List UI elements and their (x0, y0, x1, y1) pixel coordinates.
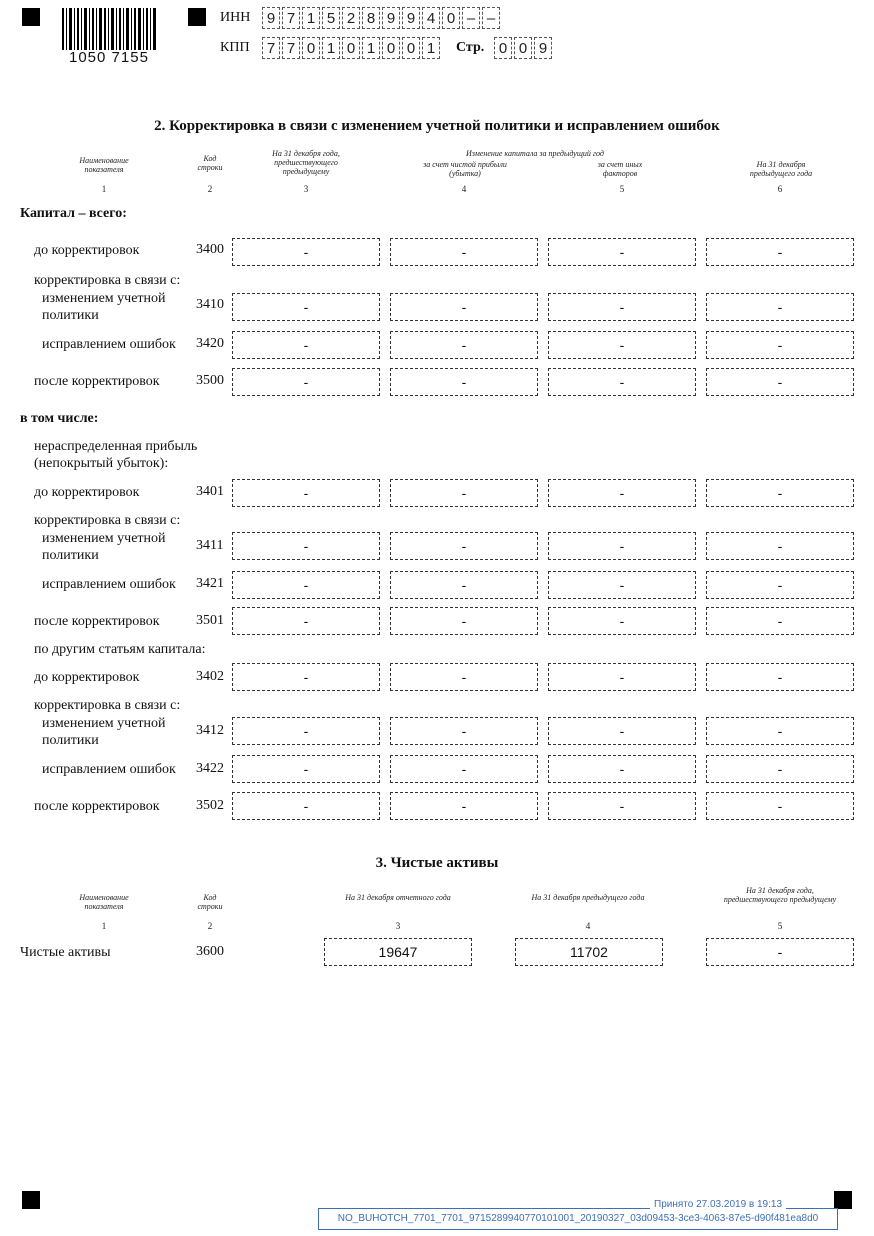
inn-cell: 7 (282, 7, 300, 29)
row-3402-code: 3402 (196, 669, 224, 684)
row-3412-label-line2: политики (42, 733, 99, 748)
inn-cell: 5 (322, 7, 340, 29)
s2-col5-header: за счет иных факторов (597, 160, 643, 178)
row-3401-label: до корректировок (34, 485, 140, 500)
s2-colnum-1: 1 (101, 184, 107, 194)
in-that-number-heading: в том числе: (20, 411, 99, 426)
cell-3502-3: - (232, 792, 380, 820)
inn-cell: 9 (402, 7, 420, 29)
s3-col3-header: На 31 декабря отчетного года (345, 893, 451, 902)
cell-3422-4: - (390, 755, 538, 783)
page-cell: 9 (534, 37, 552, 59)
inn-cell: 8 (362, 7, 380, 29)
s3-colnum-5: 5 (777, 921, 783, 931)
cell-3400-6: - (706, 238, 854, 266)
cell-3400-5: - (548, 238, 696, 266)
page-cell: 0 (514, 37, 532, 59)
cell-3421-4: - (390, 571, 538, 599)
cell-3401-5: - (548, 479, 696, 507)
kpp-cells (262, 37, 442, 59)
s2-colnum-3: 3 (303, 184, 309, 194)
kpp-cell: 1 (362, 37, 380, 59)
row-3502-label: после корректировок (34, 799, 160, 814)
row-3420-label: исправлением ошибок (42, 337, 176, 352)
cell-3402-4: - (390, 663, 538, 691)
cell-3420-6: - (706, 331, 854, 359)
page-label: Стр. (456, 40, 485, 55)
cell-3501-4: - (390, 607, 538, 635)
s2-colnum-4: 4 (461, 184, 467, 194)
row-3410-code: 3410 (196, 297, 224, 312)
row-3400-code: 3400 (196, 242, 224, 257)
section2-title: 2. Корректировка в связи с изменением учетной политики и исправлением ошибок (154, 118, 720, 134)
s2-col1-header: Наименование показателя (79, 156, 129, 174)
cell-3401-6: - (706, 479, 854, 507)
adj-header-3: корректировка в связи с: (34, 698, 181, 713)
barcode-number: 1050 7155 (69, 49, 149, 66)
inn-cell: – (462, 7, 480, 29)
cell-3422-3: - (232, 755, 380, 783)
page-cells (494, 37, 554, 59)
kpp-cell: 0 (342, 37, 360, 59)
kpp-cell: 1 (422, 37, 440, 59)
kpp-label: КПП (220, 40, 250, 55)
cell-3421-3: - (232, 571, 380, 599)
row-3502-code: 3502 (196, 798, 224, 813)
kpp-cell: 7 (282, 37, 300, 59)
s2-col6-header: На 31 декабря предыдущего года (749, 160, 813, 178)
cell-3500-4: - (390, 368, 538, 396)
corner-marker-top-mid (188, 8, 206, 26)
kpp-cell: 7 (262, 37, 280, 59)
row-3500-label: после корректировок (34, 374, 160, 389)
s3-col2-header: Код строки (197, 893, 223, 911)
kpp-cell: 0 (382, 37, 400, 59)
s2-col4-header: за счет чистой прибыли (убытка) (423, 160, 507, 178)
cell-3401-4: - (390, 479, 538, 507)
cell-3501-6: - (706, 607, 854, 635)
row-3501-code: 3501 (196, 613, 224, 628)
s3-colnum-1: 1 (101, 921, 107, 931)
row-3421-code: 3421 (196, 576, 224, 591)
corner-marker-bottom-left (22, 1191, 40, 1209)
row-3412-label-line1: изменением учетной (42, 716, 166, 731)
row-3400-label: до корректировок (34, 243, 140, 258)
net-assets-label: Чистые активы (20, 945, 111, 960)
row-3422-code: 3422 (196, 761, 224, 776)
cell-3410-6: - (706, 293, 854, 321)
acceptance-stamp-filename: NO_BUHOTCH_7701_7701_9715289940770101001_20190327_03d09453-3ce3-4063-87e5-d90f481ea8d0 (318, 1208, 838, 1230)
kpp-cell: 0 (402, 37, 420, 59)
cell-3421-6: - (706, 571, 854, 599)
section3-title: 3. Чистые активы (375, 855, 499, 871)
row-3500-code: 3500 (196, 373, 224, 388)
inn-cell: 9 (382, 7, 400, 29)
cell-3422-5: - (548, 755, 696, 783)
adj-header-2: корректировка в связи с: (34, 513, 181, 528)
row-3410-label-line1: изменением учетной (42, 291, 166, 306)
s2-colnum-5: 5 (619, 184, 625, 194)
row-3421-label: исправлением ошибок (42, 577, 176, 592)
cell-3422-6: - (706, 755, 854, 783)
row-3420-code: 3420 (196, 336, 224, 351)
cell-3410-3: - (232, 293, 380, 321)
cell-3402-3: - (232, 663, 380, 691)
cell-3400-4: - (390, 238, 538, 266)
cell-3502-4: - (390, 792, 538, 820)
kpp-cell: 0 (302, 37, 320, 59)
inn-cell: 1 (302, 7, 320, 29)
row-3422-label: исправлением ошибок (42, 762, 176, 777)
s2-col3-header: На 31 декабря года, предшествующего предыдущему (272, 149, 340, 176)
cell-3500-6: - (706, 368, 854, 396)
cell-3420-4: - (390, 331, 538, 359)
page-cell: 0 (494, 37, 512, 59)
kpp-cell: 1 (322, 37, 340, 59)
s2-colnum-2: 2 (207, 184, 213, 194)
row-3411-label-line2: политики (42, 548, 99, 563)
retained-earnings-heading: нераспределенная прибыль (непокрытый убыток): (34, 439, 198, 471)
other-capital-items-heading: по другим статьям капитала: (34, 642, 206, 657)
cell-3420-5: - (548, 331, 696, 359)
inn-cell: 2 (342, 7, 360, 29)
s3-colnum-2: 2 (207, 921, 213, 931)
cell-3421-5: - (548, 571, 696, 599)
cell-3411-3: - (232, 532, 380, 560)
net-assets-code: 3600 (196, 944, 224, 959)
cell-3412-6: - (706, 717, 854, 745)
s3-col1-header: Наименование показателя (79, 893, 129, 911)
corner-marker-top-left (22, 8, 40, 26)
cell-3502-6: - (706, 792, 854, 820)
cell-3402-6: - (706, 663, 854, 691)
cell-3410-5: - (548, 293, 696, 321)
cell-3402-5: - (548, 663, 696, 691)
net-assets-current-year: 19647 (324, 938, 472, 966)
cell-3412-3: - (232, 717, 380, 745)
cell-3400-3: - (232, 238, 380, 266)
net-assets-year-before-previous: - (706, 938, 854, 966)
inn-label: ИНН (220, 10, 251, 25)
s3-colnum-4: 4 (585, 921, 591, 931)
net-assets-previous-year: 11702 (515, 938, 663, 966)
s2-colgroup-header: Изменение капитала за предыдущий год (466, 149, 604, 158)
row-3411-code: 3411 (196, 538, 224, 553)
cell-3412-4: - (390, 717, 538, 745)
cell-3411-6: - (706, 532, 854, 560)
acceptance-stamp-date: Принято 27.03.2019 в 19:13 (650, 1199, 786, 1210)
cell-3500-5: - (548, 368, 696, 396)
cell-3501-5: - (548, 607, 696, 635)
inn-cell: 0 (442, 7, 460, 29)
row-3410-label-line2: политики (42, 308, 99, 323)
s2-col2-header: Код строки (197, 154, 223, 172)
inn-cell: – (482, 7, 500, 29)
cell-3501-3: - (232, 607, 380, 635)
cell-3412-5: - (548, 717, 696, 745)
s3-col5-header: На 31 декабря года, предшествующего предыдущему (723, 886, 837, 904)
row-3402-label: до корректировок (34, 670, 140, 685)
inn-cell: 4 (422, 7, 440, 29)
cell-3420-3: - (232, 331, 380, 359)
cell-3502-5: - (548, 792, 696, 820)
row-3501-label: после корректировок (34, 614, 160, 629)
row-3412-code: 3412 (196, 723, 224, 738)
cell-3500-3: - (232, 368, 380, 396)
row-3401-code: 3401 (196, 484, 224, 499)
adj-header-1: корректировка в связи с: (34, 273, 181, 288)
corner-marker-bottom-right (834, 1191, 852, 1209)
cell-3411-4: - (390, 532, 538, 560)
cell-3410-4: - (390, 293, 538, 321)
row-3411-label-line1: изменением учетной (42, 531, 166, 546)
s2-colnum-6: 6 (777, 184, 783, 194)
s3-colnum-3: 3 (395, 921, 401, 931)
inn-cell: 9 (262, 7, 280, 29)
capital-total-heading: Капитал – всего: (20, 206, 127, 221)
s3-col4-header: На 31 декабря предыдущего года (531, 893, 645, 902)
cell-3411-5: - (548, 532, 696, 560)
cell-3401-3: - (232, 479, 380, 507)
barcode-icon (62, 8, 158, 52)
inn-cells (262, 7, 502, 29)
